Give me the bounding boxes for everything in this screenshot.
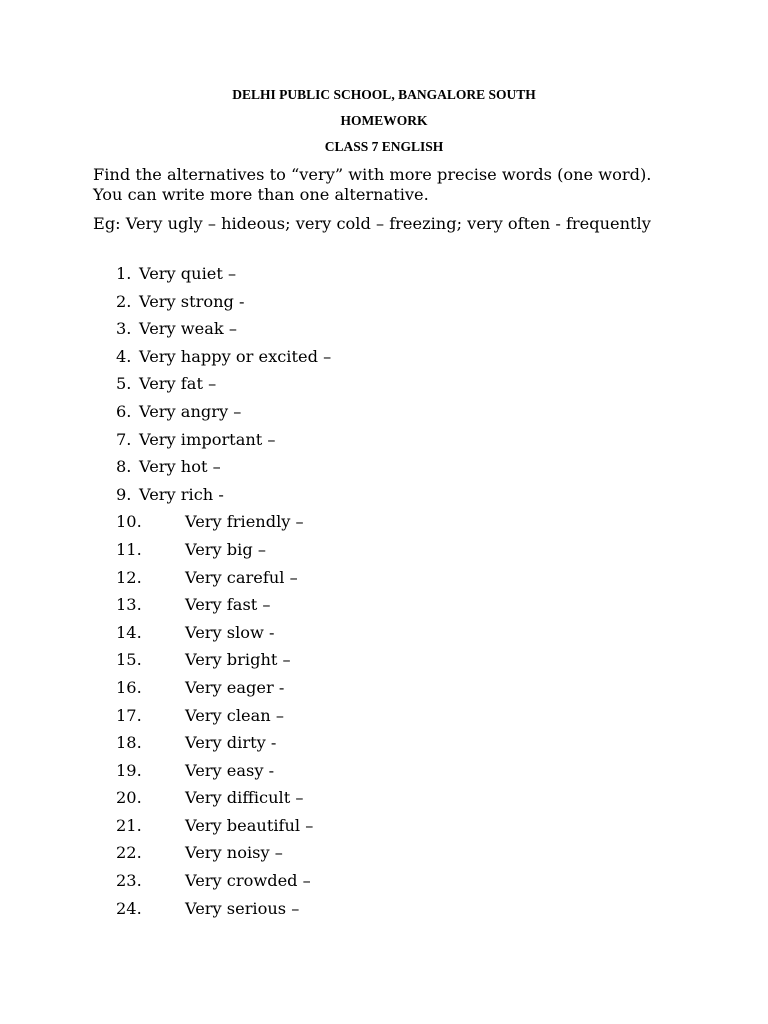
instruction-line-1: Find the alternatives to “very” with more precise words (one word).	[93, 165, 652, 184]
list-item	[0, 484, 768, 512]
item-number: 14.	[116, 622, 142, 642]
item-text: Very fast –	[185, 595, 271, 615]
instruction-line-2: You can write more than one alternative.	[93, 185, 429, 204]
item-text: Very angry –	[139, 401, 242, 421]
list-item	[0, 705, 768, 733]
item-text: Very rich -	[139, 484, 224, 504]
item-number: 12.	[116, 567, 142, 587]
item-text: Very weak –	[139, 319, 237, 339]
item-text: Very quiet –	[139, 264, 237, 283]
list-item	[0, 732, 768, 760]
list-item	[0, 622, 768, 650]
list-item	[0, 842, 768, 870]
item-text: Very friendly –	[185, 512, 304, 532]
list-item	[0, 429, 768, 457]
item-number: 6.	[116, 401, 132, 421]
item-number: 19.	[116, 760, 142, 780]
list-item	[0, 539, 768, 567]
item-number: 24.	[116, 898, 142, 918]
item-text: Very serious –	[185, 898, 300, 918]
item-text: Very easy -	[185, 760, 275, 780]
item-text: Very hot –	[139, 457, 221, 477]
list-item	[0, 263, 768, 291]
item-number: 18.	[116, 733, 142, 753]
example-line: Eg: Very ugly – hideous; very cold – freezing; very often - frequently	[93, 214, 651, 233]
list-item	[0, 898, 768, 926]
item-text: Very clean –	[185, 705, 284, 725]
item-number: 22.	[116, 843, 142, 863]
item-number: 15.	[116, 650, 142, 670]
item-text: Very eager -	[185, 677, 285, 697]
item-number: 21.	[116, 815, 142, 835]
list-item	[0, 649, 768, 677]
item-text: Very bright –	[185, 650, 291, 670]
list-item	[0, 511, 768, 539]
item-number: 10.	[116, 512, 142, 532]
list-item	[0, 346, 768, 374]
homework-heading: HOMEWORK	[340, 113, 428, 128]
item-number: 13.	[116, 595, 142, 615]
list-item	[0, 373, 768, 401]
list-item	[0, 815, 768, 843]
word-list	[0, 263, 768, 925]
list-item	[0, 760, 768, 788]
item-text: Very beautiful –	[185, 815, 314, 835]
item-number: 4.	[116, 346, 132, 366]
item-number: 2.	[116, 291, 132, 311]
list-item	[0, 291, 768, 319]
item-text: Very happy or excited –	[139, 346, 332, 366]
item-text: Very strong -	[139, 291, 245, 311]
item-number: 8.	[116, 457, 132, 477]
item-number: 23.	[116, 871, 142, 891]
item-text: Very noisy –	[185, 843, 283, 863]
item-number: 9.	[116, 484, 132, 504]
item-text: Very difficult –	[185, 788, 304, 808]
list-item	[0, 401, 768, 429]
list-item	[0, 456, 768, 484]
item-number: 16.	[116, 677, 142, 697]
list-item	[0, 870, 768, 898]
item-number: 20.	[116, 788, 142, 808]
school-name-heading: DELHI PUBLIC SCHOOL, BANGALORE SOUTH	[232, 87, 536, 102]
item-number: 11.	[116, 539, 142, 559]
item-number: 5.	[116, 374, 132, 394]
item-number: 3.	[116, 319, 132, 339]
item-text: Very important –	[139, 429, 276, 449]
list-item	[0, 594, 768, 622]
item-text: Very crowded –	[185, 871, 311, 891]
item-text: Very fat –	[139, 374, 217, 394]
item-number: 1.	[116, 264, 132, 283]
class-heading: CLASS 7 ENGLISH	[324, 139, 444, 154]
item-text: Very slow -	[185, 622, 275, 642]
item-number: 7.	[116, 429, 132, 449]
item-number: 17.	[116, 705, 142, 725]
item-text: Very big –	[185, 539, 266, 559]
list-item	[0, 677, 768, 705]
list-item	[0, 318, 768, 346]
list-item	[0, 787, 768, 815]
item-text: Very careful –	[185, 567, 298, 587]
list-item	[0, 567, 768, 595]
item-text: Very dirty -	[185, 733, 277, 753]
